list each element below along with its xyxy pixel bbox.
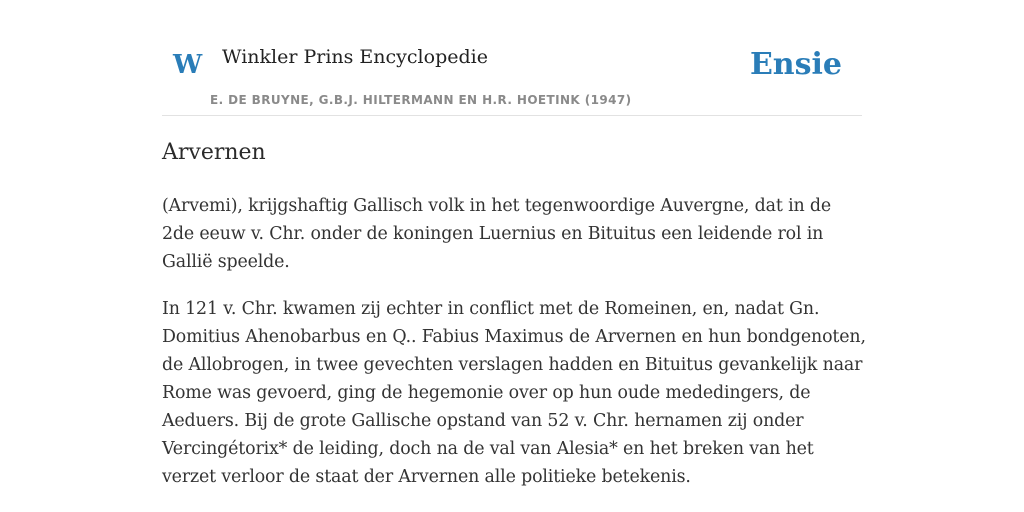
publication-header (162, 38, 862, 116)
article-body (162, 192, 867, 510)
publication-authors: E. DE BRUYNE, G.B.J. HILTERMANN EN H.R. HOETINK (1947) (210, 93, 632, 107)
brand-logo-link[interactable]: Ensie (749, 47, 842, 82)
article-paragraph: In 121 v. Chr. kwamen zij echter in conflict met de Romeinen, en, nadat Gn. Domitius Ahenobarbus en Q.. Fabius Maximus de Arvernen en hun bondgenoten, de Allobrogen, in twee gevechten verslagen hadden en Bituitus gevankelijk naar Rome was gevoerd, ging de hegemonie over op hun oude mededingers, de Aeduers. Bij de grote Gallische opstand van 52 v. Chr. hernamen zij onder Vercingétorix* de leiding, doch na de val van Alesia* en het breken van het verzet verloor de staat der Arvernen alle politieke betekenis. (162, 299, 866, 487)
publication-logo[interactable]: W (173, 50, 203, 80)
article-paragraph: (Arvemi), krijgshaftig Gallisch volk in het tegenwoordige Auvergne, dat in de 2de eeuw v. Chr. onder de koningen Luernius en Bituitus een leidende rol in Gallië speelde. (162, 196, 832, 272)
article-title: Arvernen (162, 140, 266, 165)
publication-title[interactable]: Winkler Prins Encyclopedie (222, 46, 488, 68)
